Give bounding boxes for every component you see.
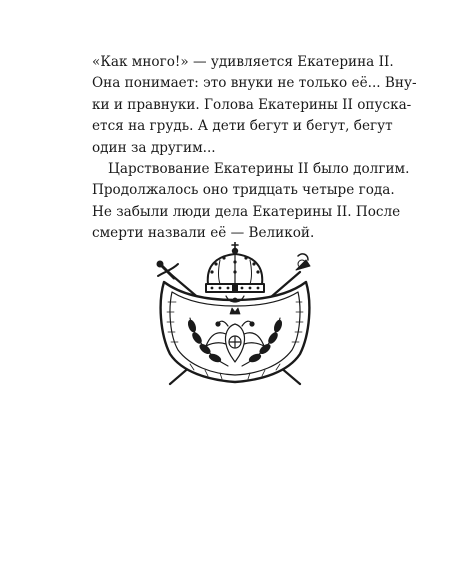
text-line: Она понимает: это внуки не только её... Вну- <box>92 75 417 92</box>
text-line: смерти назвали её — Великой. <box>92 225 315 242</box>
text-line: ки и правнуки. Голова Екатерины II опуска- <box>92 96 412 113</box>
paragraph-2 <box>92 159 410 245</box>
text-line: Продолжалось оно тридцать четыре года. <box>92 182 395 199</box>
text-line: один за другим... <box>92 139 216 156</box>
text-line: «Как много!» — удивляется Екатерина II. <box>92 54 394 70</box>
imperial-emblem-icon <box>150 242 320 392</box>
paragraph-1 <box>92 52 417 159</box>
text-line: Царствование Екатерины II было долгим. <box>108 161 410 178</box>
text-line: Не забыли люди дела Екатерины II. После <box>92 203 401 220</box>
crown-icon <box>206 242 264 292</box>
text-block <box>92 52 417 245</box>
text-line: ется на грудь. А дети бегут и бегут, бегут <box>92 118 393 135</box>
